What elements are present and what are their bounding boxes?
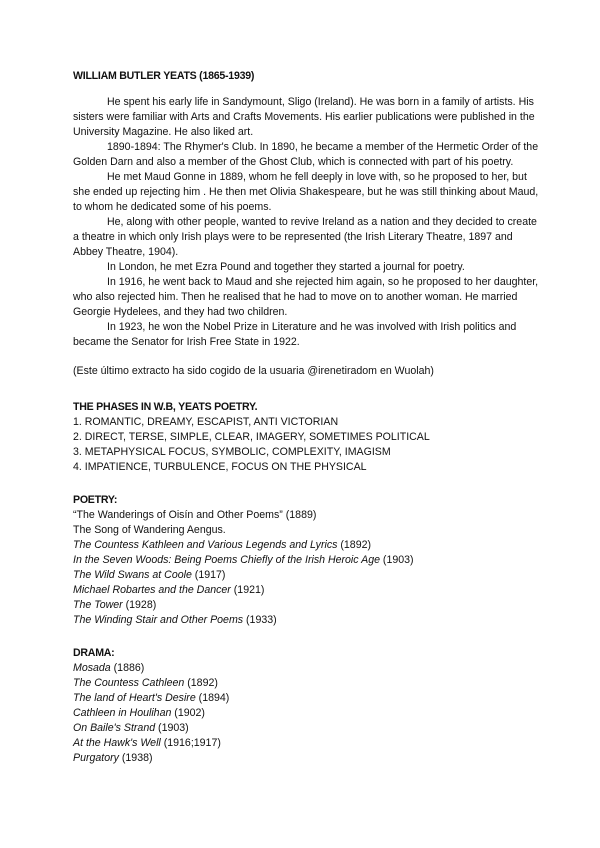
work-year: (1889) [282,509,317,521]
poetry-item [73,598,540,613]
work-year: (1933) [243,614,277,626]
poetry-item [73,553,540,568]
drama-item [73,691,540,706]
work-year: (1916;1917) [160,737,221,749]
phase-item: 1. ROMANTIC, DREAMY, ESCAPIST, ANTI VICTORIAN [73,416,339,428]
work-year: (1921) [230,584,265,596]
biography-paragraph: In 1916, he went back to Maud and she rejected him again, so he proposed to her daughter, who also rejected him. Then he realised that he had to move on to another woman. He married Georgie Hydelees, and they had two children. [73,276,539,318]
biography-paragraph: He met Maud Gonne in 1889, whom he fell deeply in love with, so he proposed to her, but she ended up rejecting him . He then met Olivia Shakespeare, but he was still thinking about Maud, to whom he dedicated some of his poems. [73,171,539,213]
biography-paragraph: In London, he met Ezra Pound and together they started a journal for poetry. [107,261,465,273]
work-title: The Countess Cathleen [73,677,185,689]
poetry-section [73,493,540,628]
poetry-item [73,568,540,583]
poetry-item [73,508,540,523]
drama-list [73,661,540,766]
phase-item: 3. METAPHYSICAL FOCUS, SYMBOLIC, COMPLEXITY, IMAGISM [73,446,391,458]
work-year: (1892) [337,539,372,551]
poetry-item [73,523,540,538]
work-title: The Wild Swans at Coole [73,569,192,581]
biography-section [73,95,540,350]
phases-heading: THE PHASES IN W.B, YEATS POETRY. [73,401,258,413]
drama-item [73,661,540,676]
work-title: The Countess Kathleen and Various Legends and Lyrics [73,539,338,551]
biography-paragraph: In 1923, he won the Nobel Prize in Literature and he was involved with Irish politics and became the Senator for Irish Free State in 1922. [73,321,517,348]
drama-section [73,646,540,766]
poetry-heading: POETRY: [73,494,118,506]
work-title: The land of Heart's Desire [73,692,196,704]
work-title: In the Seven Woods: Being Poems Chiefly of the Irish Heroic Age [73,554,380,566]
source-note: (Este último extracto ha sido cogido de la usuaria @irenetiradom en Wuolah) [73,365,434,377]
work-title: Cathleen in Houlihan [73,707,172,719]
work-title: Mosada [73,662,111,674]
work-title: Purgatory [73,752,119,764]
work-year: (1903) [155,722,189,734]
poetry-item [73,583,540,598]
work-year: (1892) [184,677,218,689]
poetry-list [73,508,540,628]
phases-list [73,415,540,475]
work-title: “The Wanderings of Oisín and Other Poems” [73,509,283,521]
drama-item [73,751,540,766]
work-year: (1917) [191,569,226,581]
work-year: (1902) [171,707,205,719]
biography-paragraph: He, along with other people, wanted to revive Ireland as a nation and they decided to create a theatre in which only Irish plays were to be represented (the Irish Literary Theatre, 1897 and Abbey Theatre, 1904). [73,216,537,258]
drama-item [73,736,540,751]
drama-heading: DRAMA: [73,647,115,659]
work-year: (1938) [118,752,153,764]
work-title: Michael Robartes and the Dancer [73,584,231,596]
phase-item: 4. IMPATIENCE, TURBULENCE, FOCUS ON THE PHYSICAL [73,461,367,473]
biography-paragraph: 1890-1894: The Rhymer's Club. In 1890, he became a member of the Hermetic Order of the Golden Darn and also a member of the Ghost Club, which is connected with part of his poetry. [73,141,539,168]
work-title: At the Hawk's Well [73,737,161,749]
work-title: On Baile's Strand [73,722,156,734]
drama-item [73,721,540,736]
work-year: (1894) [195,692,230,704]
document-title: WILLIAM BUTLER YEATS (1865-1939) [73,70,255,82]
drama-item [73,676,540,691]
biography-paragraph: He spent his early life in Sandymount, Sligo (Ireland). He was born in a family of artists. His sisters were familiar with Arts and Crafts Movements. His earlier publications were published in the University Magazine. He also liked art. [73,96,535,138]
work-title: The Winding Stair and Other Poems [73,614,244,626]
phase-item: 2. DIRECT, TERSE, SIMPLE, CLEAR, IMAGERY, SOMETIMES POLITICAL [73,431,430,443]
drama-item [73,706,540,721]
work-title: The Song of Wandering Aengus. [73,524,226,536]
phases-section [73,400,540,475]
work-year: (1886) [110,662,145,674]
poetry-item [73,538,540,553]
work-title: The Tower [73,599,123,611]
work-year: (1903) [379,554,414,566]
work-year: (1928) [122,599,157,611]
poetry-item [73,613,540,628]
